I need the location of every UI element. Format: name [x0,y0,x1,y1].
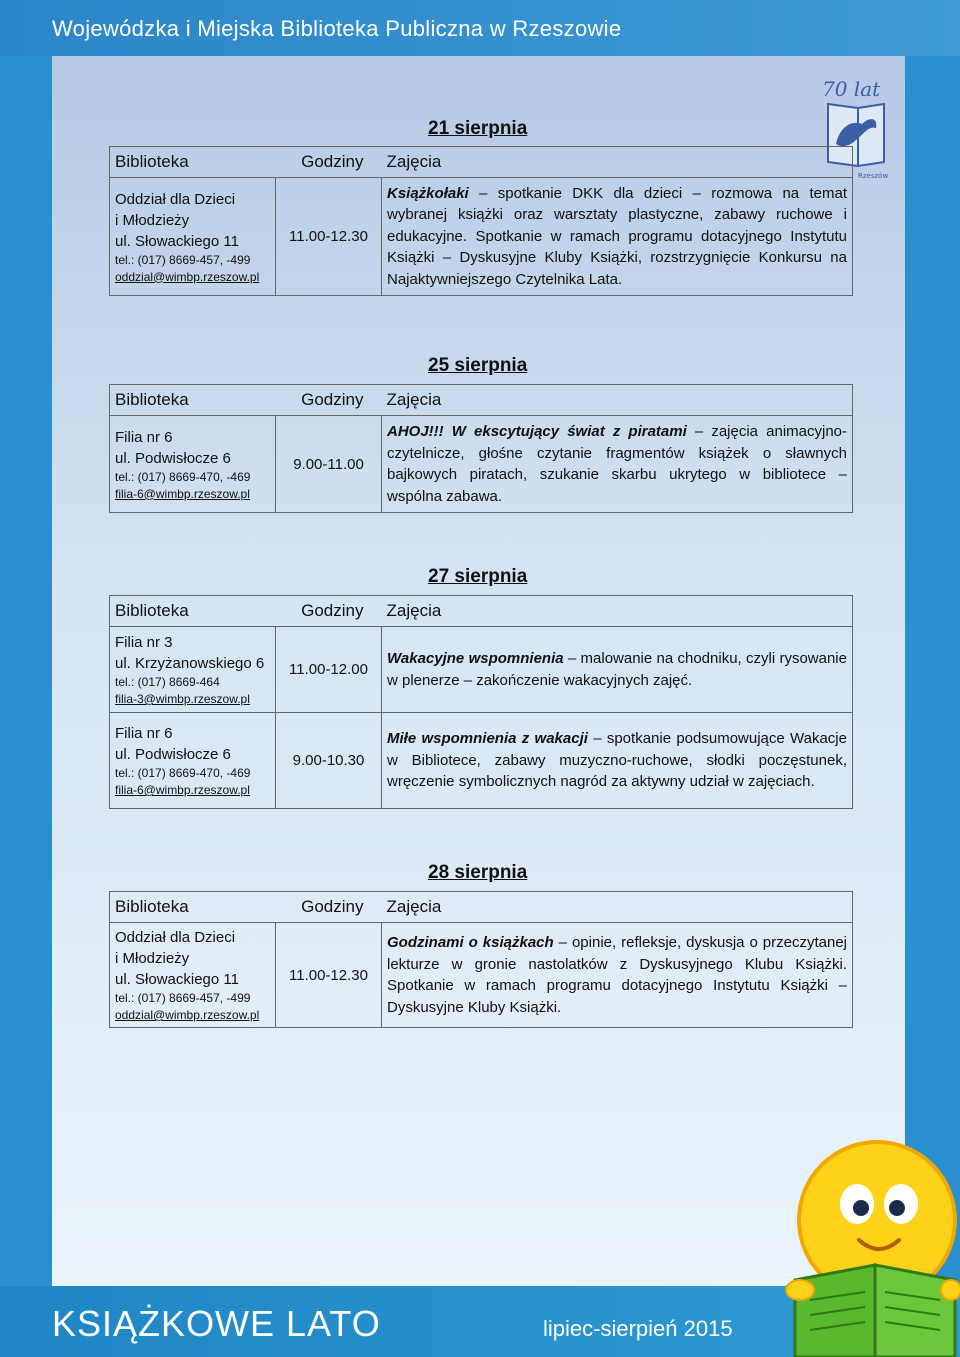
library-phone: tel.: (017) 8669-464 [115,675,220,689]
library-email-link[interactable]: filia-6@wimbp.rzeszow.pl [115,783,250,797]
library-name: Oddział dla Dzieci [115,929,236,946]
description-cell [382,923,853,1028]
library-street: ul. Słowackiego 11 [115,232,239,250]
table-header-row [110,147,853,178]
header-title: Wojewódzka i Miejska Biblioteka Publiczna w Rzeszowie [52,16,622,41]
event-text: – opinie, refleksje, dyskusja o przeczytanej lekturze w gronie nastolatków z Dyskusyjnego Klubu Książki. Spotkanie w ramach programu dotacyjnego Instytutu Książki – Dyskusyjne Kluby Książki. [387,934,847,1016]
library-street: ul. Krzyżanowskiego 6 [115,655,265,672]
schedule-table-21 [109,146,853,296]
library-name-2: i Młodzieży [115,211,190,229]
library-email-link[interactable]: filia-6@wimbp.rzeszow.pl [115,486,250,501]
table-row [110,713,853,809]
library-name: Filia nr 3 [115,634,173,651]
col-header-classes: Zajęcia [382,892,853,923]
description-cell [382,627,853,713]
footer-dates: lipiec-sierpień 2015 [543,1316,733,1341]
library-street: ul. Słowackiego 11 [115,971,239,988]
logo-text: 70 lat [822,77,881,101]
hours-cell: 9.00-11.00 [276,416,382,513]
col-header-classes: Zajęcia [382,596,853,627]
hours-cell: 9.00-10.30 [276,713,382,809]
table-row [110,627,853,713]
col-header-hours: Godziny [276,892,382,923]
date-heading-25: 25 sierpnia [428,355,528,376]
footer-title: KSIĄŻKOWE LATO [52,1303,381,1344]
col-header-hours: Godziny [276,596,382,627]
library-email-link[interactable]: oddzial@wimbp.rzeszow.pl [115,269,260,284]
event-text: – malowanie na chodniku, czyli rysowanie w plenerze – zakończenie wakacyjnych zajęć. [387,650,847,689]
col-header-classes: Zajęcia [382,147,853,178]
library-street: ul. Podwisłocze 6 [115,746,231,763]
library-cell [110,416,276,513]
reading-mascot-illustration [765,1100,960,1357]
library-cell [110,923,276,1028]
event-text: – spotkanie podsumowujące Wakacje w Bibliotece, zabawy muzyczno-ruchowe, słodki poczęstunek, wręczenie symbolicznych nagród za aktywny udział w zajęciach. [387,730,847,791]
schedule-table-28 [109,891,853,1028]
description-cell [382,416,853,513]
library-cell [110,713,276,809]
date-heading-21: 21 sierpnia [428,118,528,139]
library-name: Filia nr 6 [115,428,173,446]
event-text: – spotkanie DKK dla dzieci – rozmowa na temat wybranej książki oraz warsztaty plastyczne, zabawy ruchowe i edukacyjne. Spotkanie w ramach programu dotacyjnego Instytutu Książki – Dyskusyjne Kluby Książki, rozstrzygnięcie Konkursu na Najaktywniejszego Czytelnika Lata. [387,184,847,288]
library-name-2: i Młodzieży [115,950,190,967]
description-cell [382,713,853,809]
hours-cell: 11.00-12.30 [276,178,382,296]
col-header-library: Biblioteka [110,596,276,627]
event-title: Godzinami o książkach [387,934,554,951]
schedule-table-27 [109,595,853,809]
date-heading-28: 28 sierpnia [428,862,528,883]
library-phone: tel.: (017) 8669-457, -499 [115,252,251,267]
library-name: Filia nr 6 [115,725,173,742]
event-title: Książkołaki [387,184,469,202]
date-heading-27: 27 sierpnia [428,566,528,587]
library-email-link[interactable]: oddzial@wimbp.rzeszow.pl [115,1008,260,1022]
schedule-table-25 [109,384,853,513]
description-cell [382,178,853,296]
library-cell [110,178,276,296]
library-phone: tel.: (017) 8669-457, -499 [115,991,251,1005]
library-phone: tel.: (017) 8669-470, -469 [115,469,251,484]
col-header-hours: Godziny [276,385,382,416]
table-header-row [110,892,853,923]
library-name: Oddział dla Dzieci [115,190,236,208]
library-street: ul. Podwisłocze 6 [115,449,231,467]
event-title: AHOJ!!! W ekscytujący świat z piratami [387,423,687,440]
table-header-row [110,385,853,416]
event-title: Wakacyjne wspomnienia [387,650,564,667]
col-header-classes: Zajęcia [382,385,853,416]
library-cell [110,627,276,713]
table-row [110,416,853,513]
hours-cell: 11.00-12.00 [276,627,382,713]
library-phone: tel.: (017) 8669-470, -469 [115,766,251,780]
col-header-hours: Godziny [276,147,382,178]
col-header-library: Biblioteka [110,385,276,416]
table-header-row [110,596,853,627]
event-title: Miłe wspomnienia z wakacji [387,730,588,748]
logo-sub: Rzeszów [858,172,889,180]
col-header-library: Biblioteka [110,892,276,923]
hours-cell: 11.00-12.30 [276,923,382,1028]
col-header-library: Biblioteka [110,147,276,178]
library-email-link[interactable]: filia-3@wimbp.rzeszow.pl [115,692,250,706]
event-text: – zajęcia animacyjno-czytelnicze, głośne czytanie fragmentów książek o sławnych bajkowych piratach, szukanie skarbu ukrytego w bibliotece – wspólna zabawa. [387,423,847,505]
table-row [110,923,853,1028]
table-row [110,178,853,296]
